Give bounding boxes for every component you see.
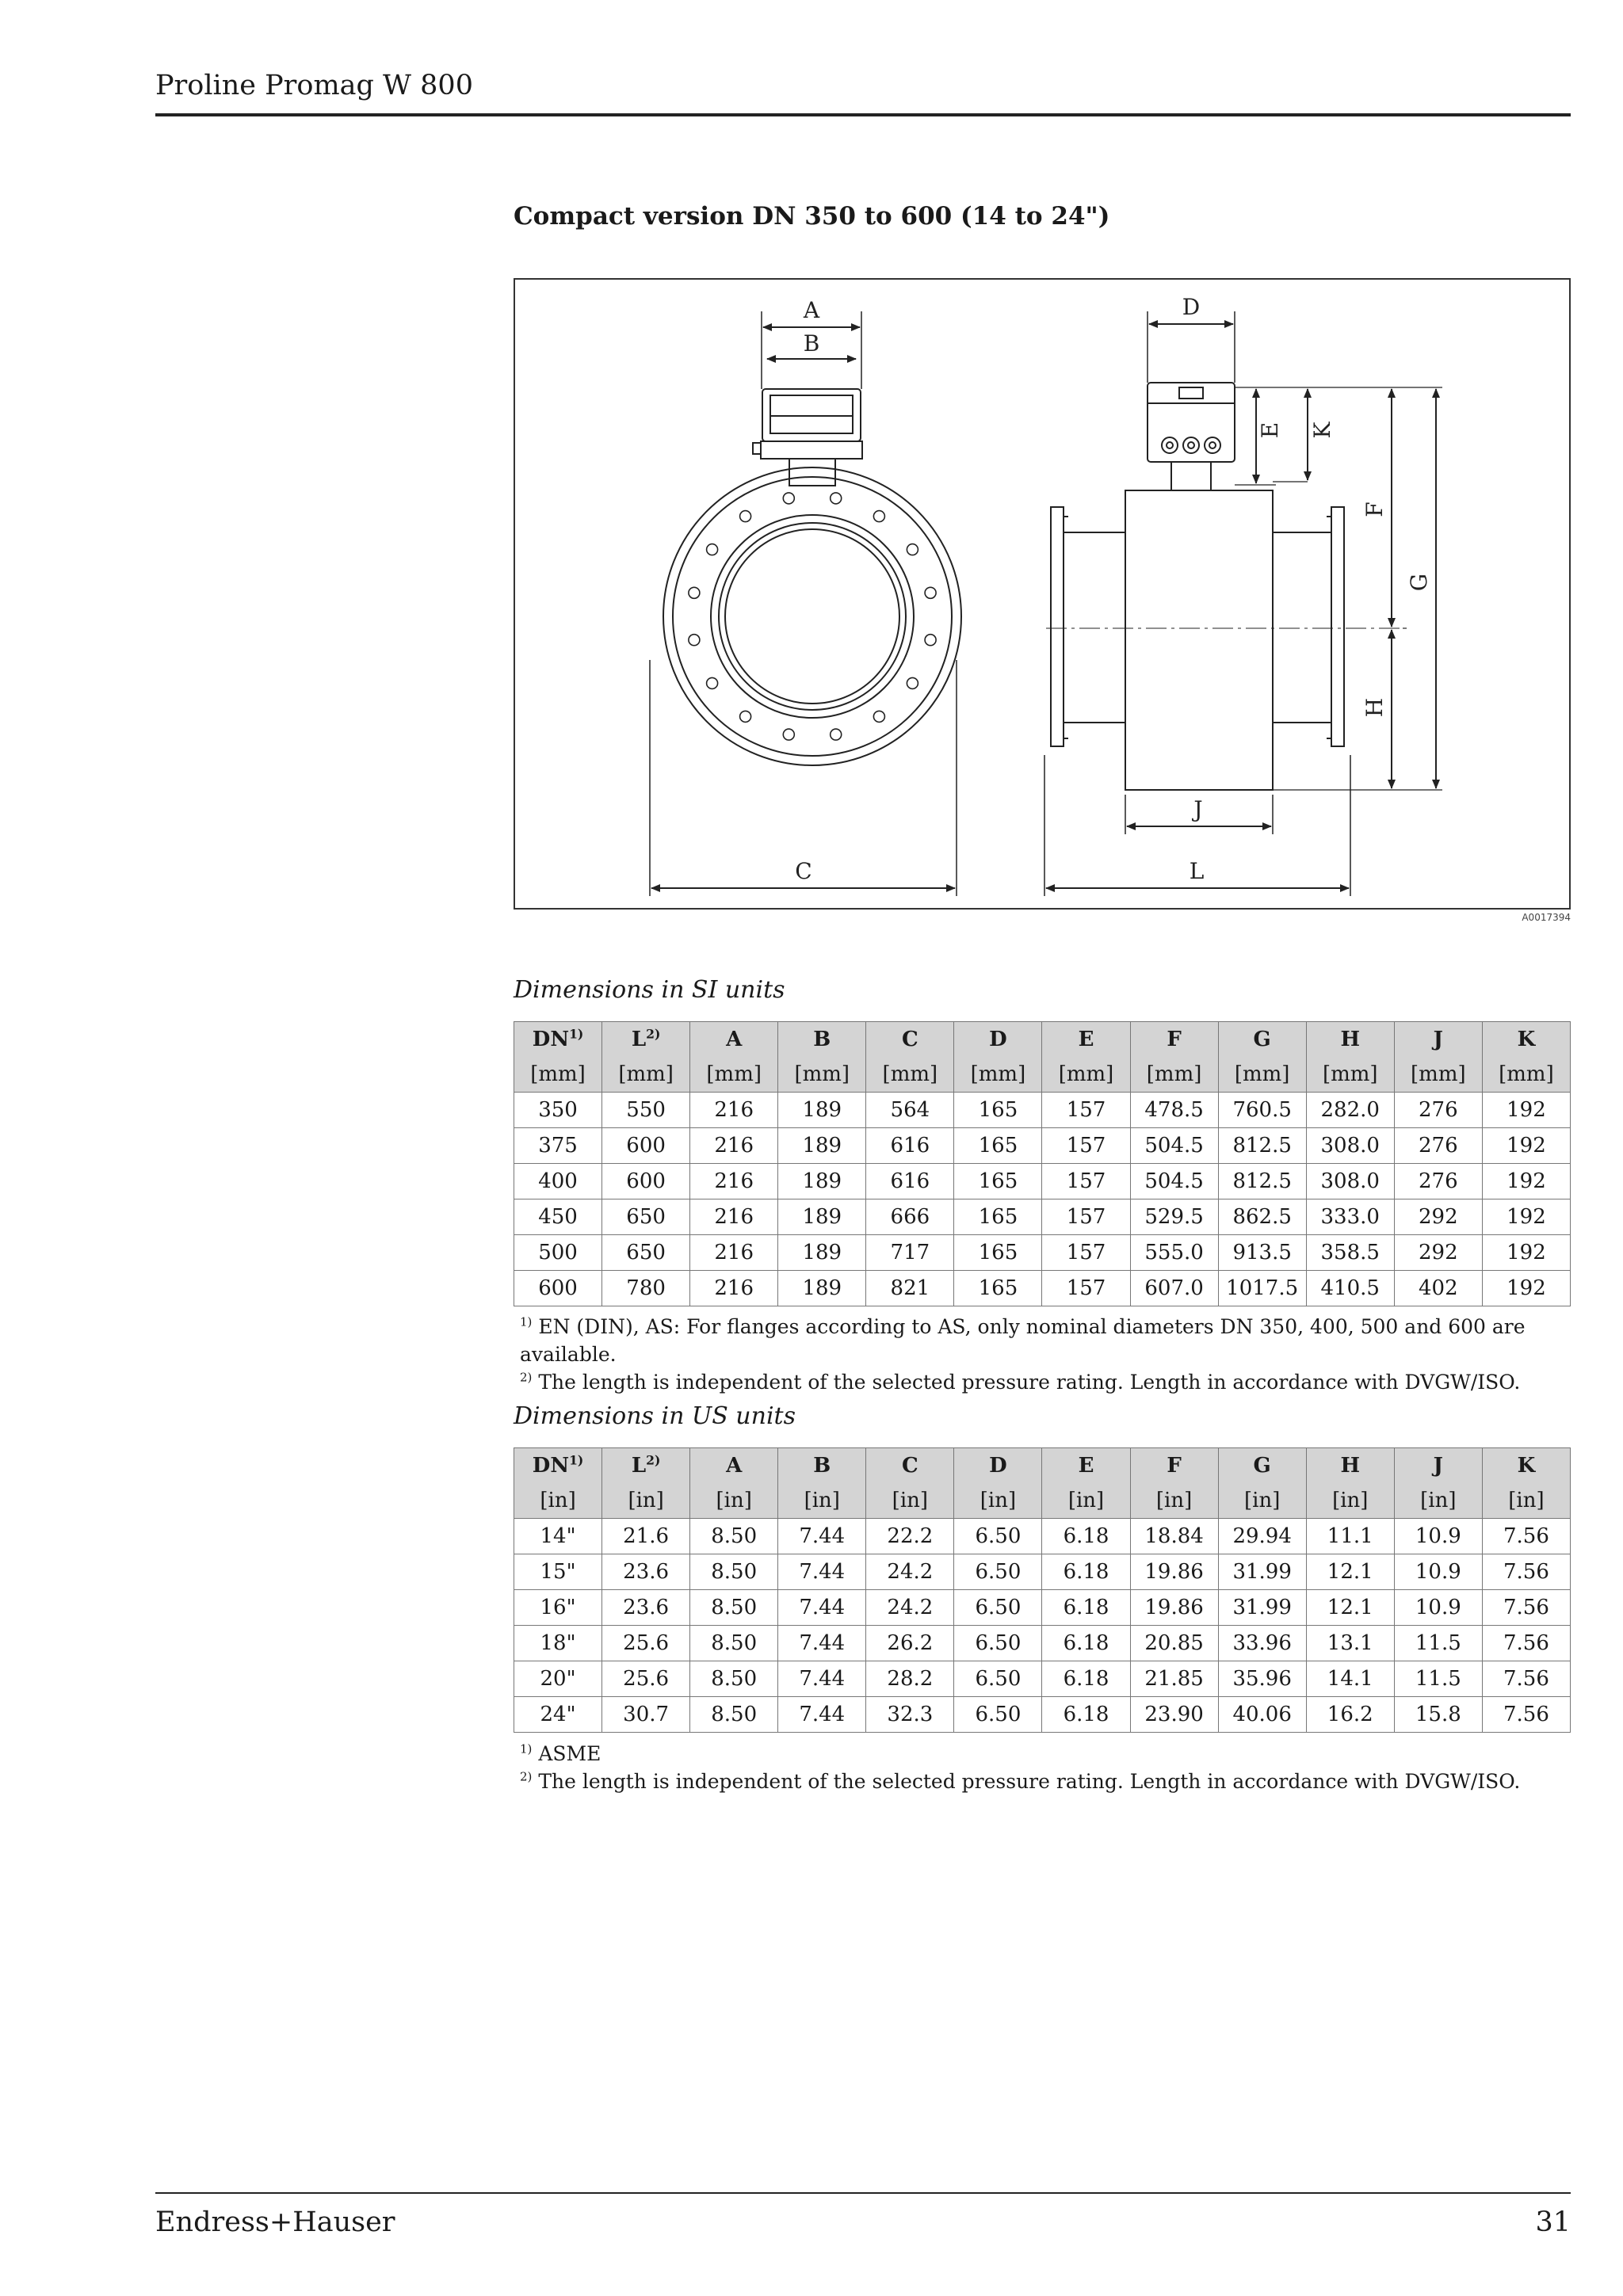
table-cell: 28.2: [866, 1661, 954, 1697]
bolt-hole: [925, 635, 936, 646]
label-H: H: [1361, 697, 1388, 718]
table-cell: 23.6: [602, 1590, 690, 1626]
bolt-hole: [707, 677, 718, 688]
table-cell: 33.96: [1218, 1626, 1306, 1661]
column-unit: [in]: [778, 1483, 866, 1519]
column-header: [514, 1022, 602, 1058]
table-cell: 189: [778, 1093, 866, 1128]
table-cell: 189: [778, 1235, 866, 1271]
table-cell: 6.18: [1042, 1661, 1130, 1697]
bolt-hole: [907, 677, 918, 688]
table-cell: 292: [1394, 1235, 1482, 1271]
table-cell: 812.5: [1218, 1164, 1306, 1199]
table-cell: 25.6: [602, 1661, 690, 1697]
table-cell: 8.50: [690, 1626, 778, 1661]
footnote: [520, 1313, 1623, 1368]
table-cell: 19.86: [1130, 1590, 1218, 1626]
footnote-text: The length is independent of the selected pressure rating. Length in accordance with DVGW/ISO.: [532, 1371, 1521, 1394]
column-unit: [mm]: [778, 1057, 866, 1093]
table-cell: 650: [602, 1199, 690, 1235]
column-unit: [mm]: [1306, 1057, 1394, 1093]
table-cell: 1017.5: [1218, 1271, 1306, 1306]
column-name: F: [1167, 1454, 1182, 1478]
table-cell: 192: [1482, 1271, 1570, 1306]
table-cell: 157: [1042, 1235, 1130, 1271]
column-header: [1042, 1448, 1130, 1484]
table-row: [514, 1661, 1571, 1697]
table-cell: 821: [866, 1271, 954, 1306]
column-header: [1130, 1448, 1218, 1484]
table-cell: 8.50: [690, 1697, 778, 1733]
table-cell: 350: [514, 1093, 602, 1128]
front-view: [650, 311, 961, 896]
table-cell: 7.56: [1482, 1661, 1570, 1697]
table-cell: 165: [954, 1164, 1042, 1199]
table-cell: 7.44: [778, 1626, 866, 1661]
table-cell: 308.0: [1306, 1128, 1394, 1164]
column-header: [1218, 1448, 1306, 1484]
table-cell: 189: [778, 1271, 866, 1306]
footer-brand: Endress+Hauser: [155, 2206, 395, 2238]
table-cell: 40.06: [1218, 1697, 1306, 1733]
column-name: DN: [532, 1454, 570, 1478]
label-G: G: [1406, 573, 1432, 592]
table-cell: 216: [690, 1093, 778, 1128]
column-name: C: [902, 1028, 918, 1051]
table-cell: 21.85: [1130, 1661, 1218, 1697]
column-unit: [mm]: [1394, 1057, 1482, 1093]
table-cell: 24.2: [866, 1554, 954, 1590]
column-unit: [mm]: [602, 1057, 690, 1093]
table-cell: 400: [514, 1164, 602, 1199]
table-cell: 6.50: [954, 1590, 1042, 1626]
label-F: F: [1361, 502, 1388, 517]
table-cell: 6.50: [954, 1519, 1042, 1554]
table-cell: 8.50: [690, 1661, 778, 1697]
column-unit: [mm]: [1218, 1057, 1306, 1093]
table-cell: 7.56: [1482, 1697, 1570, 1733]
table-row: [514, 1554, 1571, 1590]
footnote: [520, 1768, 1520, 1795]
label-L: L: [1189, 858, 1205, 884]
table-cell: 6.18: [1042, 1519, 1130, 1554]
label-K: K: [1309, 421, 1335, 439]
table-cell: 189: [778, 1164, 866, 1199]
bolt-hole: [925, 587, 936, 598]
table-cell: 12.1: [1306, 1590, 1394, 1626]
label-E: E: [1257, 421, 1283, 439]
table-row: [514, 1271, 1571, 1306]
table-cell: 31.99: [1218, 1554, 1306, 1590]
bolt-hole: [873, 511, 884, 522]
table-cell: 760.5: [1218, 1093, 1306, 1128]
table-cell: 564: [866, 1093, 954, 1128]
table-cell: 15": [514, 1554, 602, 1590]
footer-rule: [155, 2192, 1571, 2194]
table-cell: 6.18: [1042, 1554, 1130, 1590]
us-table-caption: Dimensions in US units: [514, 1402, 796, 1430]
si-unit-row: [514, 1057, 1571, 1093]
si-footnotes: [520, 1313, 1623, 1396]
table-cell: 7.56: [1482, 1626, 1570, 1661]
column-header: [1482, 1022, 1570, 1058]
table-cell: 812.5: [1218, 1128, 1306, 1164]
column-header: [778, 1022, 866, 1058]
table-cell: 157: [1042, 1271, 1130, 1306]
table-cell: 23.90: [1130, 1697, 1218, 1733]
column-header: [778, 1448, 866, 1484]
table-cell: 555.0: [1130, 1235, 1218, 1271]
column-name: J: [1433, 1028, 1443, 1051]
table-cell: 862.5: [1218, 1199, 1306, 1235]
table-cell: 504.5: [1130, 1164, 1218, 1199]
table-cell: 11.1: [1306, 1519, 1394, 1554]
column-name: B: [813, 1028, 831, 1051]
table-cell: 192: [1482, 1128, 1570, 1164]
table-cell: 189: [778, 1128, 866, 1164]
table-cell: 16": [514, 1590, 602, 1626]
table-cell: 16.2: [1306, 1697, 1394, 1733]
column-unit: [mm]: [514, 1057, 602, 1093]
table-cell: 19.86: [1130, 1554, 1218, 1590]
table-cell: 157: [1042, 1164, 1130, 1199]
table-cell: 276: [1394, 1093, 1482, 1128]
table-cell: 165: [954, 1128, 1042, 1164]
table-cell: 607.0: [1130, 1271, 1218, 1306]
footnote-marker: 2): [520, 1769, 533, 1784]
table-cell: 192: [1482, 1199, 1570, 1235]
column-name: A: [726, 1028, 743, 1051]
table-cell: 14": [514, 1519, 602, 1554]
table-cell: 30.7: [602, 1697, 690, 1733]
column-header: [1482, 1448, 1570, 1484]
table-cell: 216: [690, 1199, 778, 1235]
column-unit: [in]: [1482, 1483, 1570, 1519]
bolt-hole: [783, 729, 794, 740]
table-row: [514, 1626, 1571, 1661]
column-unit: [in]: [690, 1483, 778, 1519]
table-cell: 15.8: [1394, 1697, 1482, 1733]
si-header-row: [514, 1022, 1571, 1058]
table-cell: 780: [602, 1271, 690, 1306]
section-title: Compact version DN 350 to 600 (14 to 24"): [514, 202, 1110, 231]
table-cell: 7.56: [1482, 1590, 1570, 1626]
column-name: H: [1340, 1028, 1361, 1051]
table-cell: 20": [514, 1661, 602, 1697]
table-cell: 666: [866, 1199, 954, 1235]
bolt-hole: [689, 635, 700, 646]
us-dimensions-table: [514, 1447, 1571, 1733]
bolt-hole: [873, 711, 884, 722]
column-unit: [in]: [1306, 1483, 1394, 1519]
table-cell: 402: [1394, 1271, 1482, 1306]
bolt-hole: [707, 544, 718, 555]
column-unit: [in]: [1130, 1483, 1218, 1519]
table-cell: 216: [690, 1164, 778, 1199]
label-B: B: [803, 330, 820, 357]
table-cell: 12.1: [1306, 1554, 1394, 1590]
column-unit: [mm]: [1042, 1057, 1130, 1093]
footnote-ref: 2): [646, 1452, 661, 1468]
column-header: [866, 1448, 954, 1484]
table-row: [514, 1697, 1571, 1733]
table-cell: 25.6: [602, 1626, 690, 1661]
footnote-text: ASME: [532, 1742, 601, 1765]
table-cell: 165: [954, 1199, 1042, 1235]
column-unit: [in]: [514, 1483, 602, 1519]
column-name: C: [902, 1454, 918, 1478]
table-cell: 450: [514, 1199, 602, 1235]
column-unit: [in]: [1394, 1483, 1482, 1519]
column-unit: [in]: [1218, 1483, 1306, 1519]
bolt-hole: [831, 729, 842, 740]
table-cell: 478.5: [1130, 1093, 1218, 1128]
table-cell: 23.6: [602, 1554, 690, 1590]
table-cell: 616: [866, 1128, 954, 1164]
column-unit: [in]: [954, 1483, 1042, 1519]
column-header: [1306, 1448, 1394, 1484]
column-header: [954, 1022, 1042, 1058]
column-name: F: [1167, 1028, 1182, 1051]
column-name: E: [1078, 1454, 1094, 1478]
document-header-title: Proline Promag W 800: [155, 70, 473, 101]
label-D: D: [1182, 294, 1201, 320]
table-row: [514, 1093, 1571, 1128]
column-header: [1130, 1022, 1218, 1058]
table-cell: 6.18: [1042, 1626, 1130, 1661]
table-cell: 333.0: [1306, 1199, 1394, 1235]
label-J: J: [1193, 796, 1203, 822]
table-cell: 18.84: [1130, 1519, 1218, 1554]
column-unit: [mm]: [954, 1057, 1042, 1093]
table-cell: 10.9: [1394, 1590, 1482, 1626]
bolt-hole: [689, 587, 700, 598]
column-name: L: [631, 1454, 647, 1478]
table-cell: 192: [1482, 1235, 1570, 1271]
table-cell: 18": [514, 1626, 602, 1661]
table-cell: 35.96: [1218, 1661, 1306, 1697]
table-cell: 7.56: [1482, 1519, 1570, 1554]
table-cell: 10.9: [1394, 1519, 1482, 1554]
label-A: A: [803, 297, 820, 323]
footnote-marker: 1): [520, 1314, 533, 1329]
bolt-hole: [783, 493, 794, 504]
column-header: [1042, 1022, 1130, 1058]
table-cell: 6.50: [954, 1661, 1042, 1697]
table-cell: 8.50: [690, 1590, 778, 1626]
column-name: L: [631, 1028, 647, 1051]
column-unit: [in]: [1042, 1483, 1130, 1519]
table-cell: 717: [866, 1235, 954, 1271]
table-cell: 13.1: [1306, 1626, 1394, 1661]
table-cell: 550: [602, 1093, 690, 1128]
table-cell: 600: [602, 1164, 690, 1199]
table-cell: 157: [1042, 1128, 1130, 1164]
table-cell: 165: [954, 1235, 1042, 1271]
table-cell: 292: [1394, 1199, 1482, 1235]
column-name: D: [989, 1028, 1007, 1051]
column-header: [866, 1022, 954, 1058]
us-footnotes: [520, 1740, 1520, 1795]
table-cell: 11.5: [1394, 1661, 1482, 1697]
table-row: [514, 1199, 1571, 1235]
table-cell: 7.44: [778, 1590, 866, 1626]
dimension-drawing: [514, 278, 1571, 910]
column-name: G: [1253, 1028, 1271, 1051]
table-cell: 29.94: [1218, 1519, 1306, 1554]
table-cell: 276: [1394, 1164, 1482, 1199]
bolt-hole: [907, 544, 918, 555]
column-name: H: [1340, 1454, 1361, 1478]
table-cell: 375: [514, 1128, 602, 1164]
si-dimensions-table: [514, 1021, 1571, 1306]
table-cell: 7.56: [1482, 1554, 1570, 1590]
table-cell: 500: [514, 1235, 602, 1271]
table-cell: 616: [866, 1164, 954, 1199]
footnote-ref: 1): [569, 1452, 584, 1468]
column-name: E: [1078, 1028, 1094, 1051]
column-name: D: [989, 1454, 1007, 1478]
column-name: G: [1253, 1454, 1271, 1478]
table-cell: 7.44: [778, 1519, 866, 1554]
table-cell: 8.50: [690, 1519, 778, 1554]
table-cell: 31.99: [1218, 1590, 1306, 1626]
us-header-row: [514, 1448, 1571, 1484]
column-header: [602, 1448, 690, 1484]
table-cell: 8.50: [690, 1554, 778, 1590]
table-cell: 157: [1042, 1093, 1130, 1128]
table-cell: 7.44: [778, 1554, 866, 1590]
column-name: A: [726, 1454, 743, 1478]
column-unit: [mm]: [690, 1057, 778, 1093]
column-header: [1394, 1022, 1482, 1058]
table-row: [514, 1128, 1571, 1164]
table-cell: 308.0: [1306, 1164, 1394, 1199]
table-cell: 276: [1394, 1128, 1482, 1164]
column-unit: [mm]: [1130, 1057, 1218, 1093]
table-cell: 6.18: [1042, 1590, 1130, 1626]
column-header: [514, 1448, 602, 1484]
table-row: [514, 1519, 1571, 1554]
us-unit-row: [514, 1483, 1571, 1519]
table-cell: 504.5: [1130, 1128, 1218, 1164]
column-name: B: [813, 1454, 831, 1478]
side-view: [1044, 311, 1442, 896]
footnote: [520, 1740, 1520, 1768]
header-rule: [155, 113, 1571, 116]
table-cell: 600: [514, 1271, 602, 1306]
column-header: [1218, 1022, 1306, 1058]
table-row: [514, 1164, 1571, 1199]
table-cell: 216: [690, 1271, 778, 1306]
table-cell: 282.0: [1306, 1093, 1394, 1128]
label-C: C: [795, 858, 812, 884]
column-name: K: [1517, 1454, 1536, 1478]
table-row: [514, 1590, 1571, 1626]
footnote-ref: 2): [646, 1026, 661, 1042]
footnote-text: The length is independent of the selected pressure rating. Length in accordance with DVGW/ISO.: [532, 1770, 1521, 1793]
table-cell: 6.18: [1042, 1697, 1130, 1733]
table-cell: 6.50: [954, 1554, 1042, 1590]
table-cell: 157: [1042, 1199, 1130, 1235]
table-cell: 600: [602, 1128, 690, 1164]
table-cell: 26.2: [866, 1626, 954, 1661]
column-header: [602, 1022, 690, 1058]
table-cell: 529.5: [1130, 1199, 1218, 1235]
footnote-marker: 2): [520, 1370, 533, 1385]
table-cell: 24.2: [866, 1590, 954, 1626]
table-cell: 14.1: [1306, 1661, 1394, 1697]
table-cell: 22.2: [866, 1519, 954, 1554]
table-cell: 32.3: [866, 1697, 954, 1733]
table-cell: 21.6: [602, 1519, 690, 1554]
column-name: K: [1517, 1028, 1536, 1051]
column-unit: [mm]: [1482, 1057, 1570, 1093]
table-cell: 192: [1482, 1164, 1570, 1199]
column-header: [690, 1022, 778, 1058]
column-unit: [in]: [866, 1483, 954, 1519]
column-unit: [mm]: [866, 1057, 954, 1093]
table-cell: 216: [690, 1235, 778, 1271]
table-cell: 24": [514, 1697, 602, 1733]
table-cell: 10.9: [1394, 1554, 1482, 1590]
table-cell: 913.5: [1218, 1235, 1306, 1271]
table-cell: 410.5: [1306, 1271, 1394, 1306]
column-header: [1306, 1022, 1394, 1058]
column-header: [954, 1448, 1042, 1484]
si-table-caption: Dimensions in SI units: [514, 976, 785, 1004]
column-name: DN: [532, 1028, 570, 1051]
table-row: [514, 1235, 1571, 1271]
table-cell: 216: [690, 1128, 778, 1164]
footnote-text: EN (DIN), AS: For flanges according to AS, only nominal diameters DN 350, 400, 500 and 600 are available.: [520, 1315, 1526, 1366]
table-cell: 165: [954, 1093, 1042, 1128]
table-cell: 6.50: [954, 1626, 1042, 1661]
table-cell: 165: [954, 1271, 1042, 1306]
page-number: 31: [1535, 2206, 1571, 2238]
footnote-ref: 1): [569, 1026, 584, 1042]
footnote-marker: 1): [520, 1741, 533, 1756]
table-cell: 189: [778, 1199, 866, 1235]
column-header: [1394, 1448, 1482, 1484]
table-cell: 650: [602, 1235, 690, 1271]
column-header: [690, 1448, 778, 1484]
bolt-hole: [740, 511, 751, 522]
table-cell: 7.44: [778, 1661, 866, 1697]
column-unit: [in]: [602, 1483, 690, 1519]
table-cell: 358.5: [1306, 1235, 1394, 1271]
drawing-id: A0017394: [1522, 912, 1571, 923]
table-cell: 6.50: [954, 1697, 1042, 1733]
table-cell: 11.5: [1394, 1626, 1482, 1661]
table-cell: 20.85: [1130, 1626, 1218, 1661]
column-name: J: [1433, 1454, 1443, 1478]
footnote: [520, 1368, 1623, 1396]
table-cell: 192: [1482, 1093, 1570, 1128]
bolt-hole: [740, 711, 751, 722]
bolt-hole: [831, 493, 842, 504]
table-cell: 7.44: [778, 1697, 866, 1733]
